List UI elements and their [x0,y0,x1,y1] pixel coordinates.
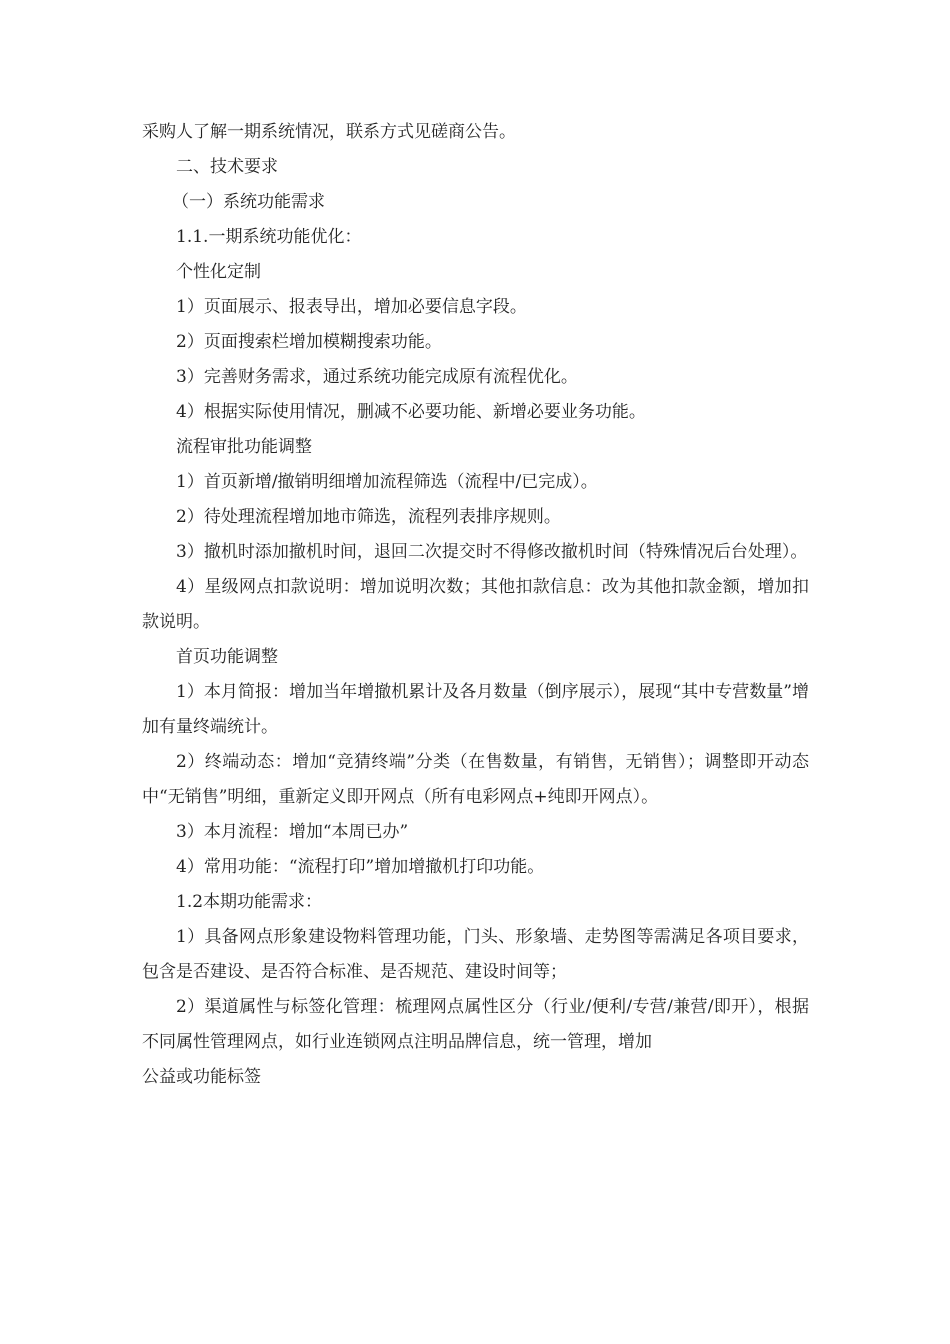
custom-item-4: 4）根据实际使用情况，删减不必要功能、新增必要业务功能。 [176,402,646,422]
intro-line: 采购人了解一期系统情况，联系方式见磋商公告。 [142,122,516,142]
section-title: 二、技术要求 [176,157,278,177]
current-tail: 公益或功能标签 [142,1067,261,1087]
item-1-1-title: 1.1.一期系统功能优化： [176,227,362,247]
current-item-2: 2）渠道属性与标签化管理：梳理网点属性区分（行业/便利/专营/兼营/即开），根据不同属性管理网点，如行业连锁网点注明品牌信息，统一管理，增加 [142,997,809,1052]
workflow-heading: 流程审批功能调整 [176,437,312,457]
homepage-item-4: 4）常用功能：“流程打印”增加增撤机打印功能。 [176,857,545,877]
current-heading: 1.2本期功能需求： [176,892,323,912]
custom-item-3: 3）完善财务需求，通过系统功能完成原有流程优化。 [176,367,578,387]
homepage-item-2: 2）终端动态：增加“竞猜终端”分类（在售数量，有销售，无销售）；调整即开动态中“无销售”明细，重新定义即开网点（所有电彩网点+纯即开网点）。 [142,752,809,807]
workflow-item-1: 1）首页新增/撤销明细增加流程筛选（流程中/已完成）。 [176,472,598,492]
document-body [142,115,809,1095]
custom-item-1: 1）页面展示、报表导出，增加必要信息字段。 [176,297,527,317]
homepage-item-3: 3）本月流程：增加“本周已办” [176,822,409,842]
homepage-heading: 首页功能调整 [176,647,278,667]
workflow-item-3: 3）撤机时添加撤机时间，退回二次提交时不得修改撤机时间（特殊情况后台处理）。 [176,542,808,562]
current-item-1: 1）具备网点形象建设物料管理功能，门头、形象墙、走势图等需满足各项目要求，包含是否建设、是否符合标准、是否规范、建设时间等； [142,927,809,982]
homepage-item-1: 1）本月简报：增加当年增撤机累计及各月数量（倒序展示），展现“其中专营数量”增加有量终端统计。 [142,682,809,737]
custom-heading: 个性化定制 [176,262,261,282]
subsection-title: （一）系统功能需求 [172,192,325,212]
workflow-item-4: 4）星级网点扣款说明：增加说明次数；其他扣款信息：改为其他扣款金额，增加扣款说明。 [142,577,809,632]
custom-item-2: 2）页面搜索栏增加模糊搜索功能。 [176,332,442,352]
workflow-item-2: 2）待处理流程增加地市筛选，流程列表排序规则。 [176,507,561,527]
